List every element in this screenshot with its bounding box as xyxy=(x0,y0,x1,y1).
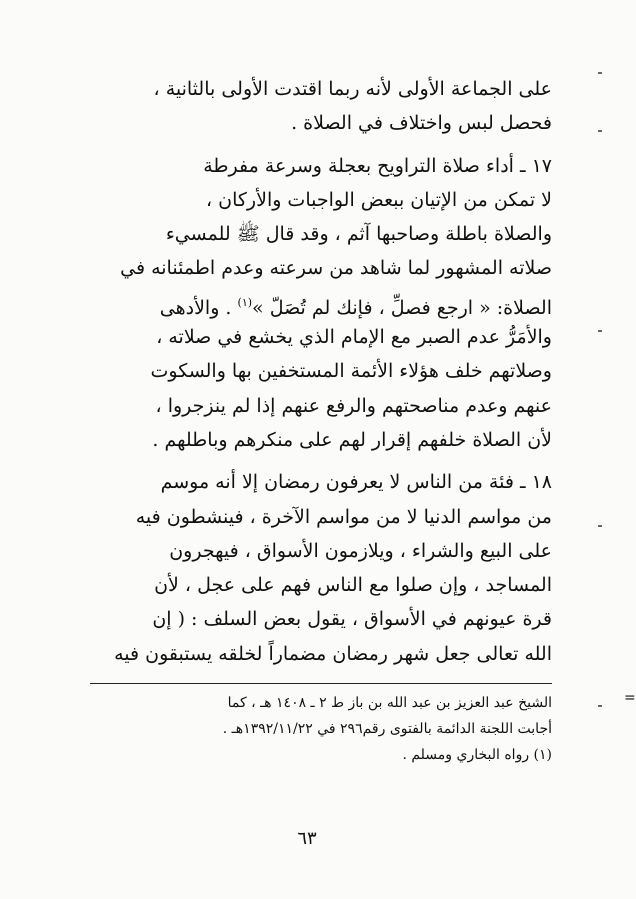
text-line: قرة عيونهم في الأسواق ، يقول بعض السلف : ( إن xyxy=(152,608,552,631)
text-line: على الجماعة الأولى لأنه ربما اقتدت الأولى بالثانية ، xyxy=(153,78,552,100)
footnote-line: الشيخ عبد العزيز بن عبد الله بن باز ط ٢ ـ ١٤٠٨ هـ ، كما xyxy=(227,695,552,711)
text-line: ١٨ ـ فئة من الناس لا يعرفون رمضان إلا أنه موسم xyxy=(160,471,552,494)
text-line: فحصل لبس واختلاف في الصلاة . xyxy=(291,112,552,135)
text-line: عنهم وعدم مناصحتهم والرفع عنهم إذا لم ينزجروا ، xyxy=(155,394,552,417)
hadith-quote: الصلاة: « ارجع فصلِّ ، فإنك لم تُصَلّ » xyxy=(252,296,552,319)
footnote-ref: (١) xyxy=(237,295,253,309)
text-line: صلاته المشهور لما شاهد من سرعته وعدم اطمئنانه في xyxy=(120,257,552,280)
margin-mark xyxy=(598,330,602,332)
text-line: ١٧ ـ أداء صلاة التراويح بعجلة وسرعة مفرطة xyxy=(203,154,552,177)
text-line: المساجد ، وإن صلوا مع الناس فهم على عجل ، لأن xyxy=(154,574,552,597)
text-line: وصلاتهم خلف هؤلاء الأئمة المستخفين بها والسكوت xyxy=(150,360,552,383)
footnote-line: أجابت اللجنة الدائمة بالفتوى رقم٢٩٦ في ١٣٩٢/١١/٢٢هـ . xyxy=(222,721,552,737)
text-line: على البيع والشراء ، ويلازمون الأسواق ، فيهجرون xyxy=(169,539,552,562)
margin-mark xyxy=(598,525,602,527)
text-line: والأمَرُّ عدم الصبر مع الإمام الذي يخشع في صلاته ، xyxy=(156,326,552,349)
text-line: الله تعالى جعل شهر رمضان مضماراً لخلقه يستبقون فيه xyxy=(114,642,552,665)
continuation-marker: = xyxy=(624,690,636,706)
footnote-line: (١) رواه البخاري ومسلم . xyxy=(402,747,552,763)
text-line: والصلاة باطلة وصاحبها آثم ، وقد قال ﷺ للمسيء xyxy=(165,223,552,246)
text-line: من مواسم الدنيا لا من مواسم الآخرة ، فينشطون فيه xyxy=(135,505,552,528)
page-number: ٦٣ xyxy=(297,828,317,849)
text-line: لا تمكن من الإتيان ببعض الواجبات والأركان ، xyxy=(205,188,552,211)
margin-mark xyxy=(598,705,602,707)
text-fragment: . والأدهى xyxy=(159,296,238,319)
footnotes xyxy=(92,690,636,768)
text-line: لأن الصلاة خلفهم إقرار لهم على منكرهم وباطلهم . xyxy=(152,428,552,451)
main-text xyxy=(92,72,552,671)
text-line-with-citation xyxy=(92,286,552,320)
margin-mark xyxy=(598,130,602,132)
footnote-separator xyxy=(90,683,552,684)
margin-mark xyxy=(598,72,602,74)
